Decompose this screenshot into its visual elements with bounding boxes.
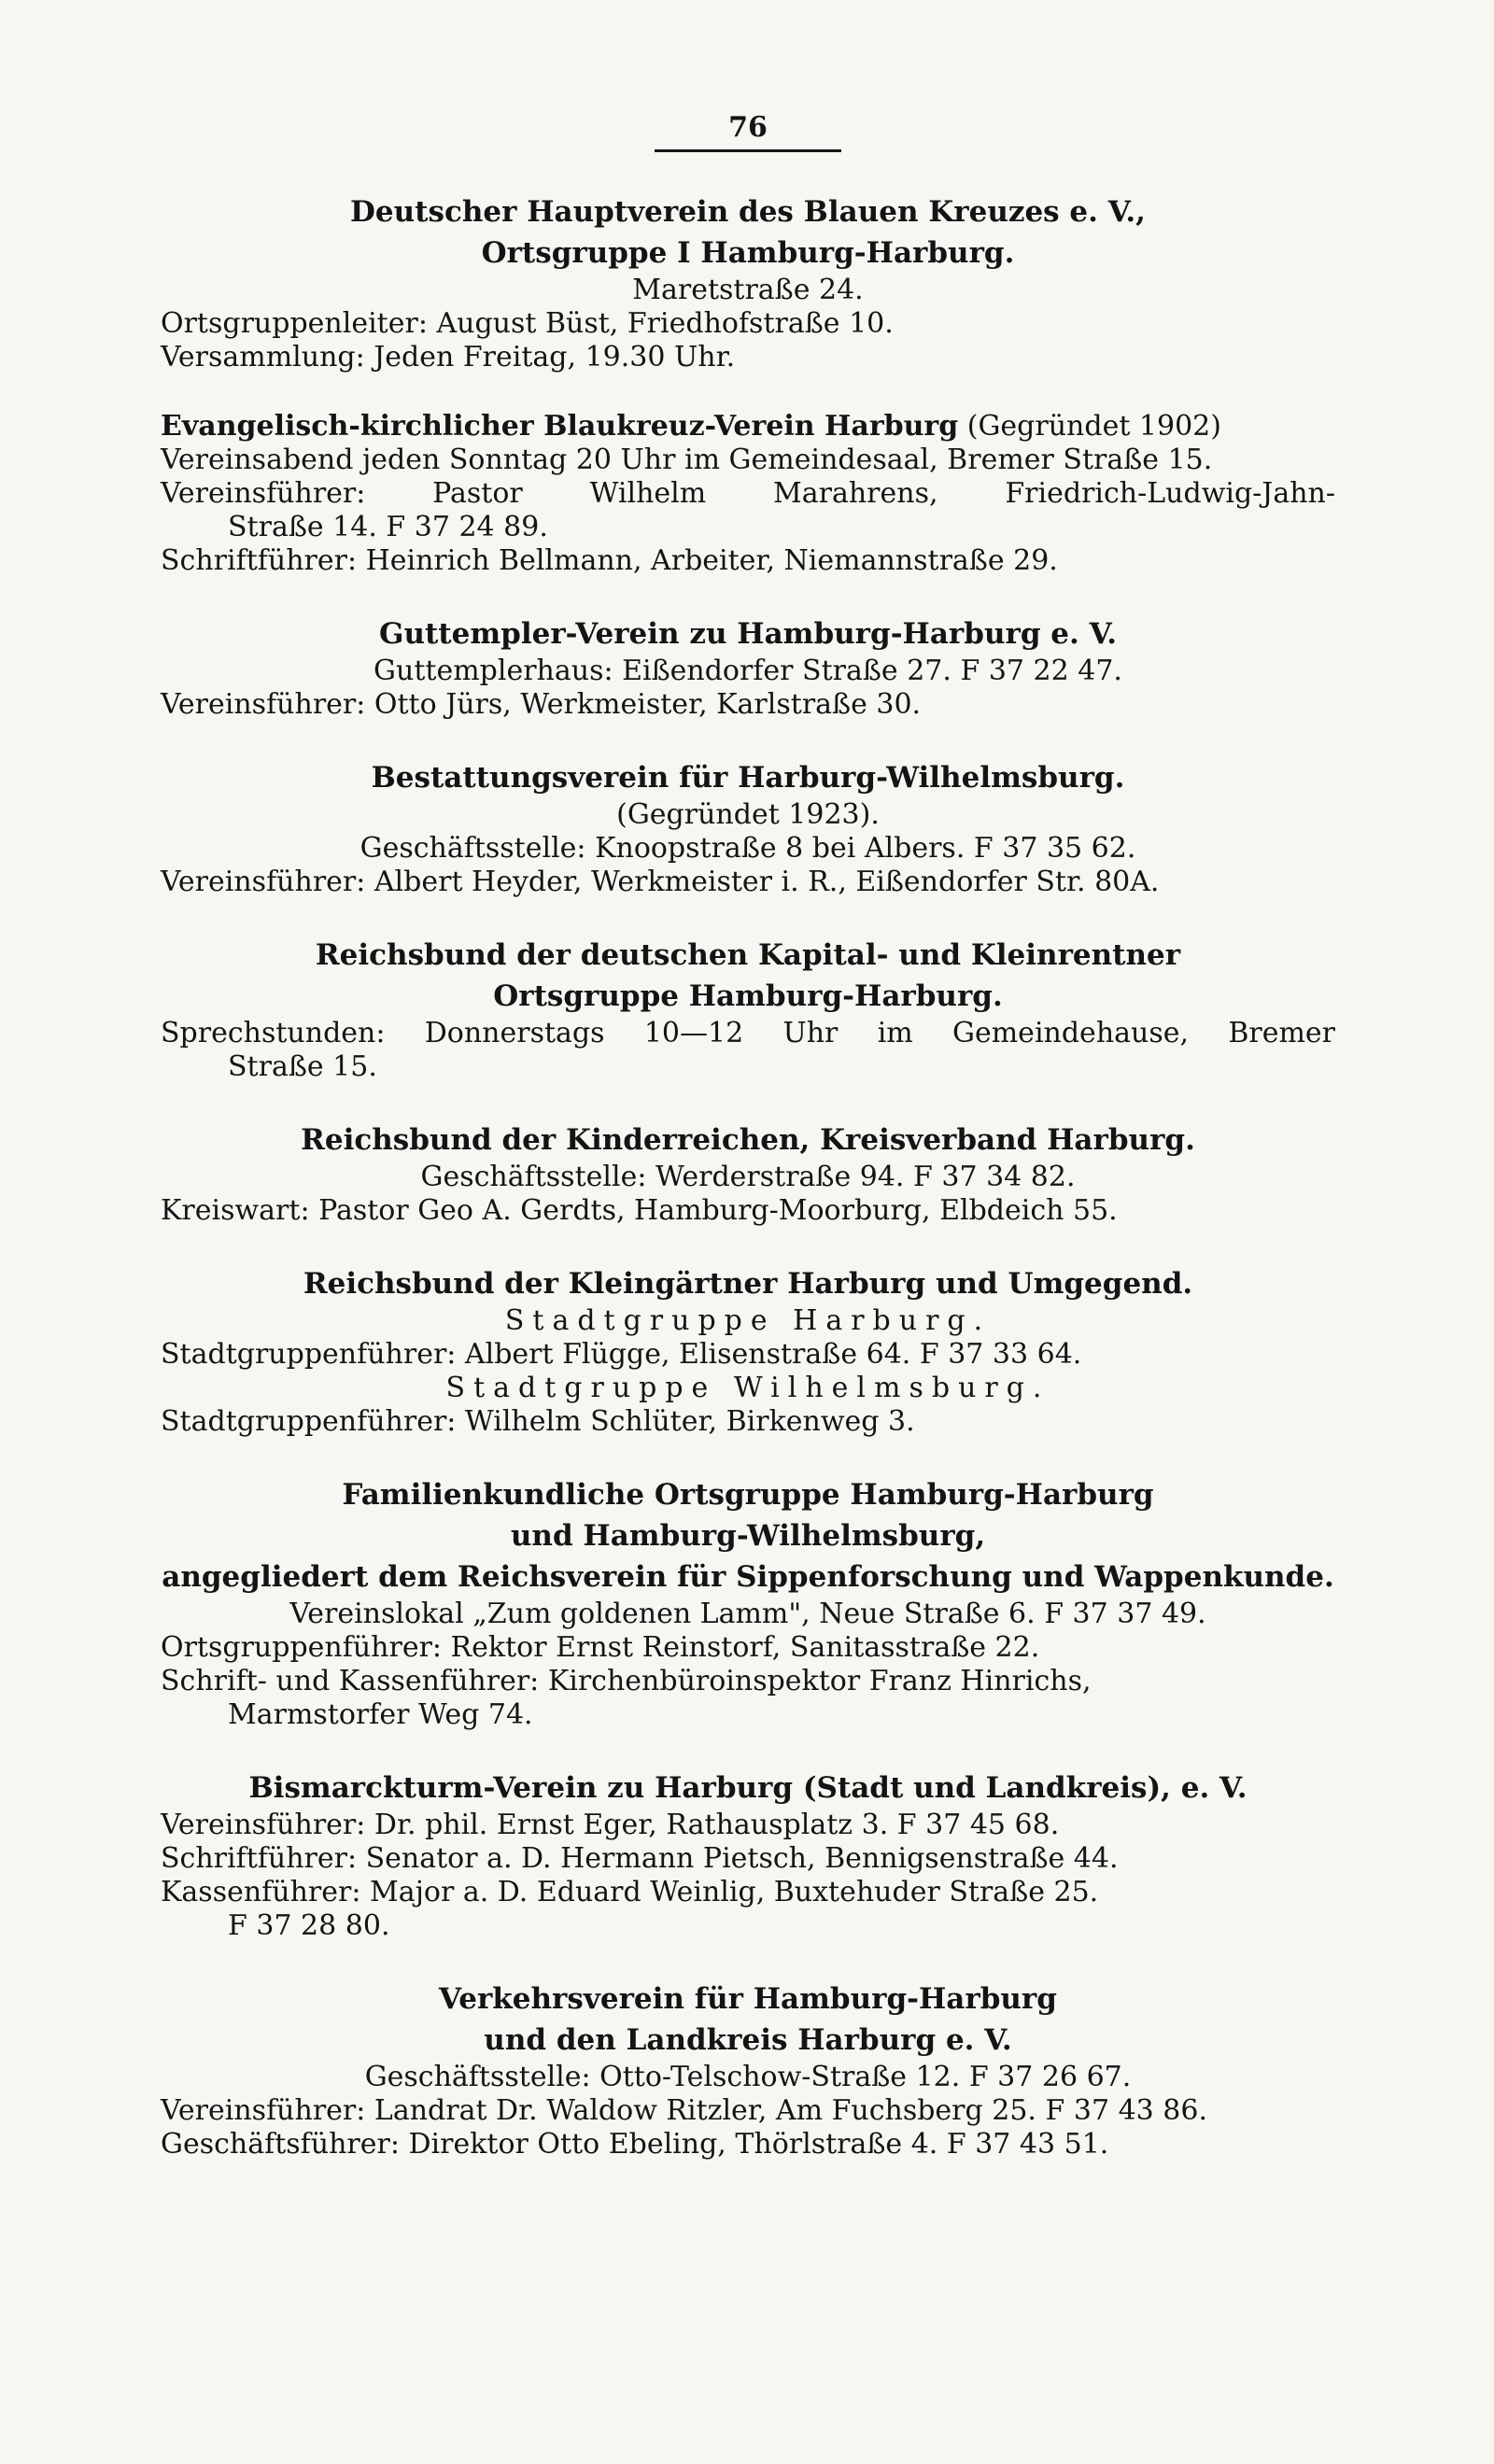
entry-title-suffix: (Gegründet 1902) [958,410,1221,443]
entry-line: Guttemplerhaus: Eißendorfer Straße 27. F 37 22 47. [374,655,1122,687]
entry-bismarckturm [161,1767,1335,1943]
entry-line: Geschäftsstelle: Werderstraße 94. F 37 34 82. [420,1161,1076,1193]
entry-line: Geschäftsstelle: Otto-Telschow-Straße 12. F 37 26 67. [364,2061,1132,2093]
entry-line: Ortsgruppenleiter: August Büst, Friedhofstraße 10. [161,307,894,340]
entry-line: Schriftführer: Senator a. D. Hermann Pietsch, Bennigsenstraße 44. [161,1842,1119,1875]
entry-line: F 37 28 80. [228,1909,390,1942]
entry-title: Reichsbund der deutschen Kapital- und Kleinrentner [315,938,1181,972]
entry-line: Versammlung: Jeden Freitag, 19.30 Uhr. [161,341,736,373]
entry-bestattungsverein [161,757,1335,899]
entry-title: Reichsbund der Kleingärtner Harburg und Umgegend. [303,1267,1193,1301]
entry-title: und den Landkreis Harburg e. V. [484,2023,1012,2057]
entry-title: Verkehrsverein für Hamburg-Harburg [439,1982,1057,2016]
entry-subheading: Stadtgruppe Harburg. [504,1304,992,1337]
entry-line: Vereinsführer: Landrat Dr. Waldow Ritzler, Am Fuchsberg 25. F 37 43 86. [161,2094,1207,2127]
entry-familienkunde [161,1474,1335,1732]
entry-line: Vereinsführer: Pastor Wilhelm Marahrens, Friedrich-Ludwig-Jahn- [161,477,1335,510]
entry-line: Vereinsabend jeden Sonntag 20 Uhr im Gemeindesaal, Bremer Straße 15. [161,444,1213,476]
entry-kleinrentner [161,935,1335,1084]
entry-title: angegliedert dem Reichsverein für Sippenforschung und Wappenkunde. [162,1560,1334,1594]
entry-title: Bestattungsverein für Harburg-Wilhelmsburg. [371,761,1125,795]
entry-line: Geschäftsführer: Direktor Otto Ebeling, Thörlstraße 4. F 37 43 51. [161,2128,1109,2161]
entry-line: Marmstorfer Weg 74. [228,1698,533,1731]
entry-title: Guttempler-Verein zu Hamburg-Harburg e. V. [378,617,1118,651]
entry-title: Ortsgruppe Hamburg-Harburg. [493,979,1003,1013]
entry-line: Schrift- und Kassenführer: Kirchenbüroinspektor Franz Hinrichs, [161,1665,1092,1697]
entry-verkehrsverein [161,1978,1335,2161]
entry-kinderreichen [161,1119,1335,1228]
entry-line: Vereinsführer: Otto Jürs, Werkmeister, Karlstraße 30. [161,688,922,721]
entry-line: Straße 14. F 37 24 89. [228,511,548,543]
entry-line: Sprechstunden: Donnerstags 10—12 Uhr im Gemeindehause, Bremer [161,1017,1335,1049]
entry-line: Kassenführer: Major a. D. Eduard Weinlig, Buxtehuder Straße 25. [161,1876,1099,1908]
entry-line: Geschäftsstelle: Knoopstraße 8 bei Albers. F 37 35 62. [359,832,1136,865]
entry-line: Schriftführer: Heinrich Bellmann, Arbeiter, Niemannstraße 29. [161,544,1058,577]
entry-line: Kreiswart: Pastor Geo A. Gerdts, Hamburg-Moorburg, Elbdeich 55. [161,1194,1118,1227]
entry-line: Ortsgruppenführer: Rektor Ernst Reinstorf, Sanitasstraße 22. [161,1631,1040,1664]
entry-title: Bismarckturm-Verein zu Harburg (Stadt und Landkreis), e. V. [248,1771,1247,1805]
entry-title: Ortsgruppe I Hamburg-Harburg. [481,236,1015,270]
entry-title: und Hamburg-Wilhelmsburg, [510,1519,986,1553]
entry-line: Straße 15. [228,1050,377,1083]
entry-title: Evangelisch-kirchlicher Blaukreuz-Verein Harburg [161,410,959,443]
entry-kleingaertner [161,1263,1335,1439]
entry-title-line [161,410,1335,444]
entry-line: Stadtgruppenführer: Albert Flügge, Elisenstraße 64. F 37 33 64. [161,1338,1082,1371]
entry-line: Vereinsführer: Albert Heyder, Werkmeister i. R., Eißendorfer Str. 80A. [161,866,1160,898]
entry-subheading: Stadtgruppe Wilhelmsburg. [445,1372,1050,1404]
page-number: 76 [728,111,768,144]
entry-blaukreuz-verein [161,410,1335,578]
entry-guttempler [161,613,1335,722]
entry-line: (Gegründet 1923). [616,798,880,831]
entry-title: Reichsbund der Kinderreichen, Kreisverband Harburg. [301,1123,1195,1157]
entry-line: Vereinslokal „Zum goldenen Lamm", Neue Straße 6. F 37 37 49. [289,1598,1206,1630]
page-number-rule [655,149,841,152]
entry-line: Vereinsführer: Dr. phil. Ernst Eger, Rathausplatz 3. F 37 45 68. [161,1809,1060,1841]
entry-title: Familienkundliche Ortsgruppe Hamburg-Harburg [342,1478,1154,1512]
entry-title: Deutscher Hauptverein des Blauen Kreuzes e. V., [350,195,1146,229]
entry-line: Stadtgruppenführer: Wilhelm Schlüter, Birkenweg 3. [161,1405,915,1438]
entry-line: Maretstraße 24. [632,274,864,306]
entry-blaues-kreuz [161,191,1335,374]
